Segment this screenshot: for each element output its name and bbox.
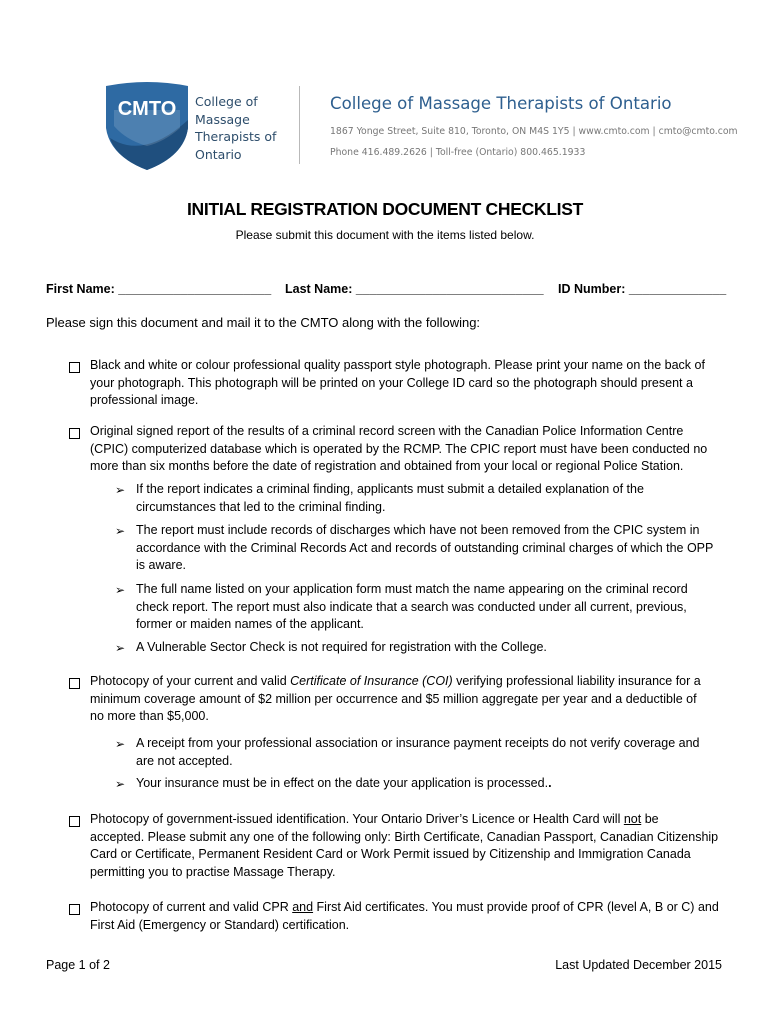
item-photo — [90, 357, 705, 410]
sub-item — [136, 639, 547, 657]
sub-line: check report. The report must also indicate that a search was conducted under all current, previous, — [136, 599, 687, 614]
first-name-field[interactable]: First Name: ______________________ — [46, 282, 272, 296]
sub-item — [136, 581, 688, 634]
header-address: 1867 Yonge Street, Suite 810, Toronto, ON M4S 1Y5 | www.cmto.com | cmto@cmto.com — [330, 126, 738, 137]
item-line — [90, 899, 719, 917]
document-title: INITIAL REGISTRATION DOCUMENT CHECKLIST — [187, 199, 583, 219]
sub-text: Your insurance must be in effect on the date your application is processed. — [136, 776, 549, 790]
id-number-field[interactable]: ID Number: ______________ — [558, 282, 727, 296]
item-line: First Aid (Emergency or Standard) certification. — [90, 917, 350, 932]
arrow-bullet-icon: ➢ — [115, 524, 126, 538]
sub-line: accordance with the Criminal Records Act and records of outstanding criminal charges of which the OPP — [136, 540, 714, 555]
item-line: Original signed report of the results of a criminal record screen with the Canadian Police Information Centre — [90, 424, 684, 438]
cmto-logo — [104, 80, 190, 170]
last-updated: Last Updated December 2015 — [555, 958, 722, 972]
item-criminal-record — [90, 423, 707, 476]
item-line — [90, 811, 718, 829]
item-insurance — [90, 673, 701, 726]
sub-item — [136, 735, 700, 770]
checkbox-criminal-record[interactable] — [69, 428, 80, 439]
arrow-bullet-icon: ➢ — [115, 641, 126, 655]
sub-line — [136, 775, 552, 793]
item-text: be — [641, 812, 659, 826]
item-text: First Aid certificates. You must provide proof of CPR (level A, B or C) and — [313, 900, 719, 914]
checkbox-insurance[interactable] — [69, 678, 80, 689]
sub-item — [136, 481, 644, 516]
checkbox-photo[interactable] — [69, 362, 80, 373]
sub-line: circumstances that led to the criminal finding. — [136, 499, 386, 514]
sub-line: A Vulnerable Sector Check is not required for registration with the College. — [136, 640, 547, 654]
document-subtitle: Please submit this document with the items listed below. — [235, 228, 535, 242]
sub-line: is aware. — [136, 558, 187, 573]
arrow-bullet-icon: ➢ — [115, 583, 126, 597]
sub-line: The full name listed on your application form must match the name appearing on the criminal record — [136, 582, 688, 596]
item-line: Card or Certificate, Permanent Resident Card or Work Permit issued by Citizenship and Immigration Canada — [90, 847, 691, 862]
sub-line: If the report indicates a criminal finding, applicants must submit a detailed explanation of the — [136, 482, 644, 496]
sub-line: The report must include records of discharges which have not been removed from the CPIC system in — [136, 523, 700, 537]
checkbox-cpr-first-aid[interactable] — [69, 904, 80, 915]
item-line: accepted. Please submit any one of the following only: Birth Certificate, Canadian Passport, Canadian Citizenship — [90, 829, 719, 844]
college-line: Therapists of — [195, 129, 277, 145]
underlined-text: and — [292, 900, 314, 914]
sub-item — [136, 522, 713, 575]
college-line: College of — [195, 94, 258, 109]
item-line: (CPIC) computerized database which is operated by the RCMP. The CPIC report must have been conducted no — [90, 441, 708, 456]
arrow-bullet-icon: ➢ — [115, 483, 126, 497]
item-line: Black and white or colour professional quality passport style photograph. Please print your name on the back of — [90, 358, 705, 372]
item-text: Photocopy of current and valid CPR — [90, 900, 293, 914]
header-phone: Phone 416.489.2626 | Toll-free (Ontario) 800.465.1933 — [330, 147, 586, 158]
header-title: College of Massage Therapists of Ontario — [330, 94, 672, 113]
item-line: your photograph. This photograph will be printed on your College ID card so the photograph should present a — [90, 375, 693, 390]
item-text: verifying professional liability insurance for a — [452, 674, 701, 688]
sub-line: A receipt from your professional association or insurance payment receipts do not verify coverage and — [136, 736, 700, 750]
checkbox-identification[interactable] — [69, 816, 80, 827]
underlined-text: not — [623, 812, 642, 826]
item-line: permitting you to practise Massage Therapy. — [90, 864, 336, 879]
arrow-bullet-icon: ➢ — [115, 737, 126, 751]
intro-text: Please sign this document and mail it to the CMTO along with the following: — [46, 315, 481, 330]
header-divider — [299, 86, 300, 164]
sub-item — [136, 775, 552, 793]
sub-line: former or maiden names of the applicant. — [136, 617, 364, 632]
item-identification — [90, 811, 718, 881]
coi-term: Certificate of Insurance (COI) — [290, 674, 453, 688]
college-line: Massage — [195, 111, 250, 127]
sub-text-bold: . — [548, 776, 552, 790]
item-line: professional image. — [90, 393, 199, 408]
page-number: Page 1 of 2 — [46, 958, 110, 972]
item-line: more than six months before the date of registration and obtained from your local or regional Police Station. — [90, 459, 684, 474]
item-text: Photocopy of your current and valid — [90, 674, 291, 688]
item-text: Photocopy of government-issued identification. Your Ontario Driver’s Licence or Health Card will — [90, 812, 624, 826]
logo-text: CMTO — [117, 98, 177, 120]
college-name-block — [195, 93, 276, 163]
item-line — [90, 673, 701, 691]
item-cpr-first-aid — [90, 899, 719, 934]
arrow-bullet-icon: ➢ — [115, 777, 126, 791]
item-line: no more than $5,000. — [90, 709, 209, 724]
last-name-field[interactable]: Last Name: ___________________________ — [285, 282, 544, 296]
item-line: minimum coverage amount of $2 million per occurrence and $5 million aggregate per year and a deductible of — [90, 691, 697, 706]
college-line: Ontario — [195, 146, 242, 162]
sub-line: are not accepted. — [136, 753, 233, 768]
